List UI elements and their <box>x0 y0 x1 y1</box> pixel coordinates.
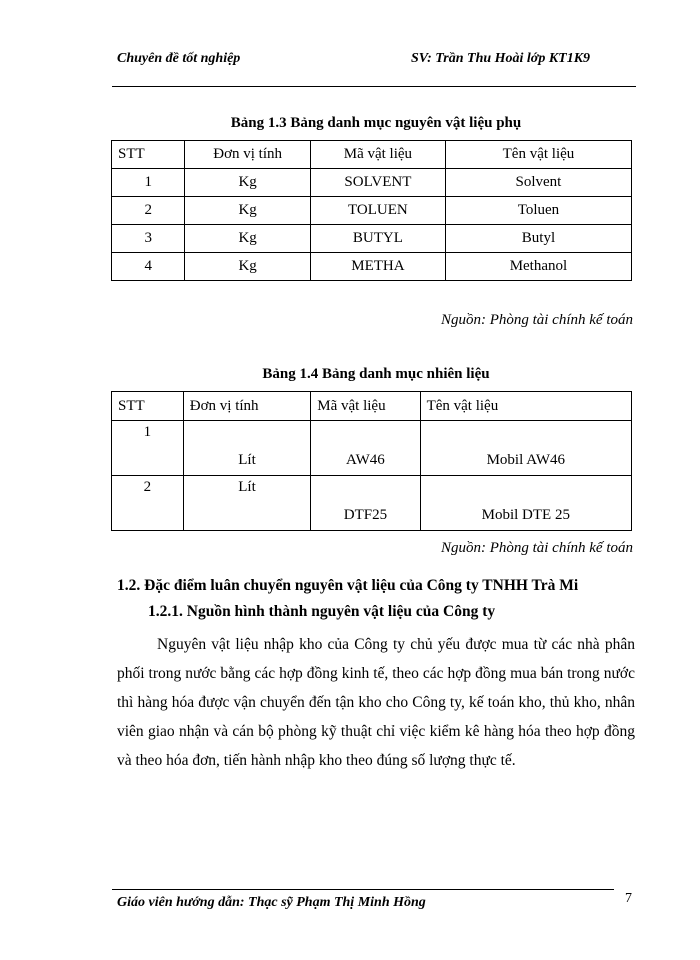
column-header: Đơn vị tính <box>183 392 310 421</box>
page-number: 7 <box>625 891 632 906</box>
cell-text: Lít <box>238 479 256 495</box>
table-cell <box>311 421 420 476</box>
table-cell: Kg <box>185 197 311 225</box>
column-header: STT <box>112 392 184 421</box>
subsection-heading: 1.2.1. Nguồn hình thành nguyên vật liệu của Công ty <box>148 603 496 620</box>
column-header: Đơn vị tính <box>185 141 311 169</box>
column-header: Tên vật liệu <box>420 392 631 421</box>
table-row <box>112 253 632 281</box>
table-cell <box>311 476 420 531</box>
table-cell: Kg <box>185 225 311 253</box>
table-row <box>112 197 632 225</box>
column-header: STT <box>112 141 185 169</box>
table-cell: 4 <box>112 253 185 281</box>
table-cell: Methanol <box>445 253 631 281</box>
table-cell <box>183 476 310 531</box>
cell-text: 2 <box>143 479 152 495</box>
column-header: Mã vật liệu <box>310 141 445 169</box>
table-header-row <box>112 141 632 169</box>
table-cell: Kg <box>185 169 311 197</box>
table-cell: Solvent <box>445 169 631 197</box>
cell-text: AW46 <box>346 452 385 468</box>
table-cell: SOLVENT <box>310 169 445 197</box>
footer-divider <box>112 889 614 890</box>
table-cell: METHA <box>310 253 445 281</box>
table-cell: 2 <box>112 197 185 225</box>
table-cell <box>420 421 631 476</box>
cell-text: 1 <box>143 424 152 440</box>
header-left: Chuyên đề tốt nghiệp <box>117 51 241 66</box>
body-paragraph: Nguyên vật liệu nhập kho của Công ty chủ yếu được mua từ các nhà phân phối trong nước bằng các hợp đồng kinh tế, theo các hợp đồng mua bán trong nước thì hàng hóa được vận chuyển đến tận kho cho Công ty, kế toán kho, thủ kho, nhân viên giao nhận và cán bộ phòng kỹ thuật chỉ việc kiểm kê hàng hóa theo hợp đồng và theo hóa đơn, tiến hành nhập kho theo đúng số lượng thực tế. <box>117 636 635 769</box>
cell-text: Mobil DTE 25 <box>481 507 570 523</box>
table2-caption: Bảng 1.4 Bảng danh mục nhiên liệu <box>262 366 490 382</box>
table-cell: 1 <box>112 169 185 197</box>
column-header: Tên vật liệu <box>445 141 631 169</box>
table-header-row <box>112 392 632 421</box>
table-cell <box>112 476 184 531</box>
table-cell: TOLUEN <box>310 197 445 225</box>
table-auxiliary-materials <box>111 140 632 281</box>
table-cell: Toluen <box>445 197 631 225</box>
header-divider <box>112 86 636 87</box>
header-right: SV: Trần Thu Hoài lớp KT1K9 <box>411 51 591 66</box>
table1-caption: Bảng 1.3 Bảng danh mục nguyên vật liệu phụ <box>230 115 522 131</box>
cell-text: Mobil AW46 <box>486 452 565 468</box>
table-cell <box>183 421 310 476</box>
table2-source: Nguồn: Phòng tài chính kế toán <box>440 540 633 556</box>
table1-source: Nguồn: Phòng tài chính kế toán <box>440 312 633 328</box>
column-header: Mã vật liệu <box>311 392 420 421</box>
table-row <box>112 169 632 197</box>
table-cell: Butyl <box>445 225 631 253</box>
table-cell: 3 <box>112 225 185 253</box>
table-cell: Kg <box>185 253 311 281</box>
table-cell: BUTYL <box>310 225 445 253</box>
table-row <box>112 476 632 531</box>
footer-supervisor: Giáo viên hướng dẫn: Thạc sỹ Phạm Thị Minh Hồng <box>117 895 426 910</box>
table-row <box>112 225 632 253</box>
table-row <box>112 421 632 476</box>
cell-text: Lít <box>238 452 256 468</box>
section-heading: 1.2. Đặc điểm luân chuyển nguyên vật liệu của Công ty TNHH Trà Mi <box>117 577 579 594</box>
table-cell <box>420 476 631 531</box>
table-cell <box>112 421 184 476</box>
cell-text: DTF25 <box>343 507 388 523</box>
table-fuels <box>111 391 632 531</box>
